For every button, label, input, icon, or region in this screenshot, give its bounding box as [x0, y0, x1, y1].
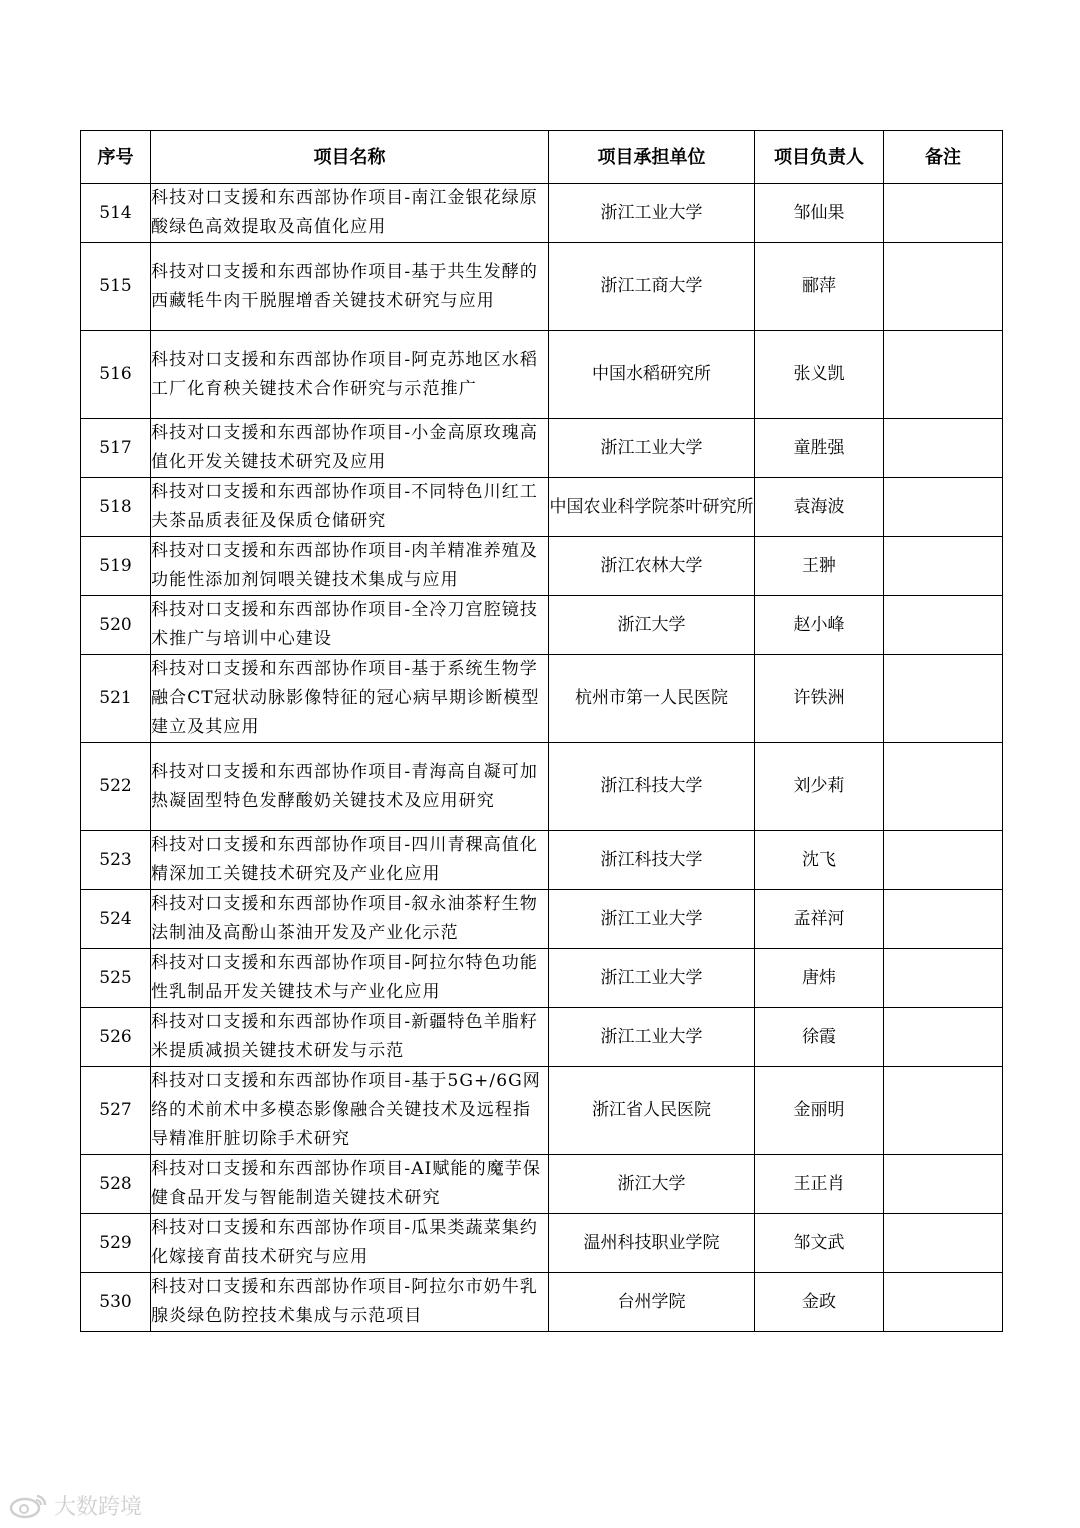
row-seq: 527 — [81, 1067, 151, 1155]
header-lead: 项目负责人 — [755, 131, 884, 184]
row-unit: 温州科技职业学院 — [549, 1214, 755, 1273]
row-seq: 523 — [81, 831, 151, 890]
row-note — [884, 331, 1003, 419]
row-note — [884, 1008, 1003, 1067]
row-note — [884, 1067, 1003, 1155]
row-seq: 524 — [81, 890, 151, 949]
row-note — [884, 1155, 1003, 1214]
row-lead: 孟祥河 — [755, 890, 884, 949]
table-row — [81, 1008, 1003, 1067]
row-unit: 杭州市第一人民医院 — [549, 655, 755, 743]
row-project-name: 科技对口支援和东西部协作项目-瓜果类蔬菜集约化嫁接育苗技术研究与应用 — [151, 1214, 549, 1273]
row-lead: 刘少莉 — [755, 743, 884, 831]
row-unit: 浙江省人民医院 — [549, 1067, 755, 1155]
row-project-name: 科技对口支援和东西部协作项目-AI赋能的魔芋保健食品开发与智能制造关键技术研究 — [151, 1155, 549, 1214]
table-row — [81, 1214, 1003, 1273]
table-row — [81, 1067, 1003, 1155]
row-unit: 浙江科技大学 — [549, 743, 755, 831]
table-row — [81, 743, 1003, 831]
table-body — [81, 184, 1003, 1332]
table-row — [81, 890, 1003, 949]
row-lead: 郦萍 — [755, 243, 884, 331]
row-unit: 浙江工业大学 — [549, 184, 755, 243]
row-seq: 519 — [81, 537, 151, 596]
row-lead: 徐霞 — [755, 1008, 884, 1067]
row-seq: 514 — [81, 184, 151, 243]
row-unit: 中国水稻研究所 — [549, 331, 755, 419]
row-unit: 台州学院 — [549, 1273, 755, 1332]
row-note — [884, 596, 1003, 655]
table-row — [81, 1155, 1003, 1214]
row-unit: 浙江工业大学 — [549, 419, 755, 478]
row-seq: 522 — [81, 743, 151, 831]
watermark-text: 大数跨境 — [54, 1495, 143, 1520]
row-lead: 王翀 — [755, 537, 884, 596]
row-note — [884, 537, 1003, 596]
row-note — [884, 419, 1003, 478]
watermark — [8, 1490, 142, 1521]
header-project-name: 项目名称 — [151, 131, 549, 184]
row-project-name: 科技对口支援和东西部协作项目-阿克苏地区水稻工厂化育秧关键技术合作研究与示范推广 — [151, 331, 549, 419]
row-unit: 浙江大学 — [549, 1155, 755, 1214]
row-unit: 中国农业科学院茶叶研究所 — [549, 478, 755, 537]
row-lead: 袁海波 — [755, 478, 884, 537]
row-unit: 浙江农林大学 — [549, 537, 755, 596]
row-unit: 浙江工业大学 — [549, 890, 755, 949]
row-note — [884, 949, 1003, 1008]
table-row — [81, 537, 1003, 596]
table-row — [81, 184, 1003, 243]
row-project-name: 科技对口支援和东西部协作项目-新疆特色羊脂籽米提质减损关键技术研发与示范 — [151, 1008, 549, 1067]
table-row — [81, 949, 1003, 1008]
row-unit: 浙江科技大学 — [549, 831, 755, 890]
row-seq: 530 — [81, 1273, 151, 1332]
row-unit: 浙江工商大学 — [549, 243, 755, 331]
table-row — [81, 655, 1003, 743]
weibo-logo-icon — [8, 1493, 48, 1519]
table-row — [81, 1273, 1003, 1332]
row-seq: 525 — [81, 949, 151, 1008]
row-seq: 516 — [81, 331, 151, 419]
row-project-name: 科技对口支援和东西部协作项目-阿拉尔特色功能性乳制品开发关键技术与产业化应用 — [151, 949, 549, 1008]
row-lead: 童胜强 — [755, 419, 884, 478]
table-row — [81, 331, 1003, 419]
row-lead: 邹仙果 — [755, 184, 884, 243]
table-row — [81, 831, 1003, 890]
header-seq: 序号 — [81, 131, 151, 184]
row-lead: 沈飞 — [755, 831, 884, 890]
header-note: 备注 — [884, 131, 1003, 184]
row-lead: 邹文武 — [755, 1214, 884, 1273]
row-project-name: 科技对口支援和东西部协作项目-基于系统生物学融合CT冠状动脉影像特征的冠心病早期诊断模型建立及其应用 — [151, 655, 549, 743]
row-project-name: 科技对口支援和东西部协作项目-不同特色川红工夫茶品质表征及保质仓储研究 — [151, 478, 549, 537]
row-project-name: 科技对口支援和东西部协作项目-四川青稞高值化精深加工关键技术研究及产业化应用 — [151, 831, 549, 890]
table-row — [81, 243, 1003, 331]
row-note — [884, 655, 1003, 743]
row-project-name: 科技对口支援和东西部协作项目-青海高自凝可加热凝固型特色发酵酸奶关键技术及应用研究 — [151, 743, 549, 831]
row-lead: 金政 — [755, 1273, 884, 1332]
row-lead: 王正肖 — [755, 1155, 884, 1214]
row-note — [884, 743, 1003, 831]
table-row — [81, 478, 1003, 537]
table-row — [81, 596, 1003, 655]
row-seq: 517 — [81, 419, 151, 478]
row-note — [884, 831, 1003, 890]
project-table — [80, 130, 1003, 1332]
row-project-name: 科技对口支援和东西部协作项目-基于共生发酵的西藏牦牛肉干脱腥增香关键技术研究与应用 — [151, 243, 549, 331]
row-note — [884, 890, 1003, 949]
row-lead: 张义凯 — [755, 331, 884, 419]
row-note — [884, 1214, 1003, 1273]
row-note — [884, 243, 1003, 331]
table-header — [81, 131, 1003, 184]
row-lead: 唐炜 — [755, 949, 884, 1008]
row-seq: 520 — [81, 596, 151, 655]
row-note — [884, 184, 1003, 243]
row-seq: 518 — [81, 478, 151, 537]
row-seq: 528 — [81, 1155, 151, 1214]
row-unit: 浙江工业大学 — [549, 949, 755, 1008]
row-seq: 515 — [81, 243, 151, 331]
row-note — [884, 1273, 1003, 1332]
row-project-name: 科技对口支援和东西部协作项目-南江金银花绿原酸绿色高效提取及高值化应用 — [151, 184, 549, 243]
row-seq: 529 — [81, 1214, 151, 1273]
row-unit: 浙江大学 — [549, 596, 755, 655]
row-project-name: 科技对口支援和东西部协作项目-阿拉尔市奶牛乳腺炎绿色防控技术集成与示范项目 — [151, 1273, 549, 1332]
row-seq: 521 — [81, 655, 151, 743]
row-lead: 金丽明 — [755, 1067, 884, 1155]
row-project-name: 科技对口支援和东西部协作项目-基于5G+/6G网络的术前术中多模态影像融合关键技术及远程指导精准肝脏切除手术研究 — [151, 1067, 549, 1155]
row-lead: 赵小峰 — [755, 596, 884, 655]
row-project-name: 科技对口支援和东西部协作项目-叙永油茶籽生物法制油及高酚山茶油开发及产业化示范 — [151, 890, 549, 949]
row-project-name: 科技对口支援和东西部协作项目-肉羊精准养殖及功能性添加剂饲喂关键技术集成与应用 — [151, 537, 549, 596]
row-note — [884, 478, 1003, 537]
row-unit: 浙江工业大学 — [549, 1008, 755, 1067]
row-project-name: 科技对口支援和东西部协作项目-小金高原玫瑰高值化开发关键技术研究及应用 — [151, 419, 549, 478]
row-project-name: 科技对口支援和东西部协作项目-全冷刀宫腔镜技术推广与培训中心建设 — [151, 596, 549, 655]
header-unit: 项目承担单位 — [549, 131, 755, 184]
row-lead: 许铁洲 — [755, 655, 884, 743]
table-row — [81, 419, 1003, 478]
row-seq: 526 — [81, 1008, 151, 1067]
